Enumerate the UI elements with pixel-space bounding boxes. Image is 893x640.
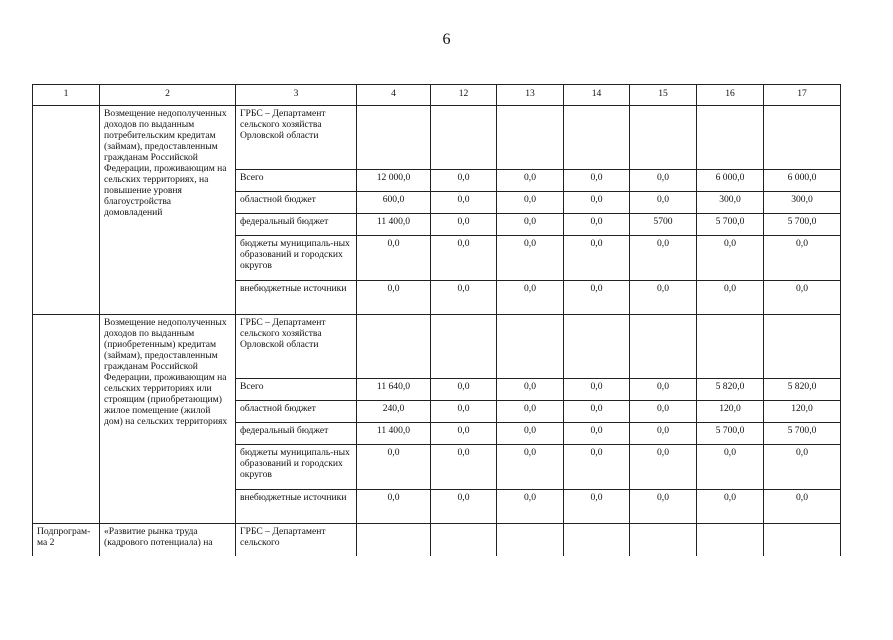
value-cell: 0,0 — [357, 236, 431, 281]
value-cell: 0,0 — [497, 192, 564, 214]
column-header: 16 — [697, 85, 764, 106]
value-cell: 0,0 — [697, 445, 764, 490]
empty-cell — [497, 106, 564, 170]
funding-label: Всего — [236, 379, 357, 401]
empty-cell — [357, 106, 431, 170]
value-cell: 0,0 — [630, 445, 697, 490]
value-cell: 5 700,0 — [697, 423, 764, 445]
value-cell: 0,0 — [497, 423, 564, 445]
value-cell: 0,0 — [431, 192, 497, 214]
empty-cell — [431, 315, 497, 379]
value-cell: 5 700,0 — [697, 214, 764, 236]
value-cell: 0,0 — [564, 445, 630, 490]
value-cell: 0,0 — [357, 490, 431, 524]
value-cell: 0,0 — [431, 214, 497, 236]
value-cell: 0,0 — [630, 236, 697, 281]
funding-label: внебюджетные источники — [236, 490, 357, 524]
value-cell: 0,0 — [630, 192, 697, 214]
column-header: 1 — [33, 85, 100, 106]
value-cell: 0,0 — [564, 192, 630, 214]
value-cell: 0,0 — [697, 236, 764, 281]
empty-cell — [630, 106, 697, 170]
empty-cell — [630, 524, 697, 557]
value-cell: 0,0 — [564, 236, 630, 281]
value-cell: 0,0 — [764, 445, 841, 490]
measure-description: Возмещение недополученных доходов по выданным потребительским кредитам (займам), предоставленным гражданам Российской Федерации, проживающим на сельских территориях, на повышение уровня благоустройства домовладений — [100, 106, 236, 315]
value-cell: 0,0 — [431, 170, 497, 192]
row-number-cell — [33, 106, 100, 315]
value-cell: 0,0 — [431, 281, 497, 315]
empty-cell — [357, 315, 431, 379]
funding-label: внебюджетные источники — [236, 281, 357, 315]
grbs-label: ГРБС – Департамент сельского — [236, 524, 357, 557]
column-header: 3 — [236, 85, 357, 106]
funding-label: областной бюджет — [236, 192, 357, 214]
measure-description: Возмещение недополученных доходов по выданным (приобретенным) кредитам (займам), предоставленным гражданам Российской Федерации, проживающим на сельских территориях или строящим (приобретающим) жилое помещение (жилой дом) на сельских территориях — [100, 315, 236, 524]
value-cell: 600,0 — [357, 192, 431, 214]
funding-label: федеральный бюджет — [236, 423, 357, 445]
column-header: 15 — [630, 85, 697, 106]
value-cell: 120,0 — [764, 401, 841, 423]
value-cell: 0,0 — [497, 281, 564, 315]
column-header: 12 — [431, 85, 497, 106]
column-header: 4 — [357, 85, 431, 106]
value-cell: 0,0 — [431, 445, 497, 490]
value-cell: 0,0 — [697, 281, 764, 315]
value-cell: 0,0 — [564, 214, 630, 236]
value-cell: 0,0 — [764, 236, 841, 281]
value-cell: 0,0 — [431, 401, 497, 423]
value-cell: 5 700,0 — [764, 423, 841, 445]
value-cell: 0,0 — [431, 423, 497, 445]
funding-label: областной бюджет — [236, 401, 357, 423]
value-cell: 0,0 — [497, 401, 564, 423]
row-number-cell — [33, 315, 100, 524]
value-cell: 300,0 — [697, 192, 764, 214]
column-header: 17 — [764, 85, 841, 106]
value-cell: 0,0 — [497, 170, 564, 192]
value-cell: 300,0 — [764, 192, 841, 214]
value-cell: 11 640,0 — [357, 379, 431, 401]
value-cell: 5 700,0 — [764, 214, 841, 236]
empty-cell — [764, 106, 841, 170]
column-header: 13 — [497, 85, 564, 106]
empty-cell — [431, 106, 497, 170]
empty-cell — [697, 315, 764, 379]
value-cell: 11 400,0 — [357, 214, 431, 236]
empty-cell — [630, 315, 697, 379]
value-cell: 12 000,0 — [357, 170, 431, 192]
value-cell: 0,0 — [497, 214, 564, 236]
page-number: 6 — [442, 31, 451, 48]
value-cell: 5700 — [630, 214, 697, 236]
empty-cell — [764, 315, 841, 379]
value-cell: 11 400,0 — [357, 423, 431, 445]
value-cell: 0,0 — [697, 490, 764, 524]
value-cell: 6 000,0 — [697, 170, 764, 192]
grbs-label: ГРБС – Департамент сельского хозяйства Орловской области — [236, 315, 357, 379]
funding-label: бюджеты муниципаль-ных образований и городских округов — [236, 236, 357, 281]
value-cell: 0,0 — [630, 423, 697, 445]
value-cell: 0,0 — [630, 401, 697, 423]
funding-label: бюджеты муниципаль-ных образований и городских округов — [236, 445, 357, 490]
value-cell: 0,0 — [564, 281, 630, 315]
funding-label: Всего — [236, 170, 357, 192]
subprogram-label: Подпрограм-ма 2 — [33, 524, 100, 557]
value-cell: 120,0 — [697, 401, 764, 423]
value-cell: 0,0 — [431, 379, 497, 401]
table-row — [33, 315, 841, 379]
value-cell: 0,0 — [497, 490, 564, 524]
empty-cell — [564, 315, 630, 379]
value-cell: 0,0 — [630, 281, 697, 315]
value-cell: 0,0 — [630, 490, 697, 524]
value-cell: 5 820,0 — [697, 379, 764, 401]
value-cell: 0,0 — [497, 445, 564, 490]
value-cell: 0,0 — [764, 490, 841, 524]
empty-cell — [431, 524, 497, 557]
column-header: 2 — [100, 85, 236, 106]
empty-cell — [497, 524, 564, 557]
value-cell: 0,0 — [630, 170, 697, 192]
empty-cell — [564, 106, 630, 170]
empty-cell — [357, 524, 431, 557]
value-cell: 0,0 — [564, 170, 630, 192]
column-header: 14 — [564, 85, 630, 106]
header-row — [33, 85, 841, 106]
value-cell: 0,0 — [431, 236, 497, 281]
value-cell: 0,0 — [630, 379, 697, 401]
empty-cell — [564, 524, 630, 557]
value-cell: 0,0 — [564, 423, 630, 445]
empty-cell — [764, 524, 841, 557]
value-cell: 0,0 — [564, 490, 630, 524]
value-cell: 0,0 — [497, 379, 564, 401]
grbs-label: ГРБС – Департамент сельского хозяйства Орловской области — [236, 106, 357, 170]
value-cell: 5 820,0 — [764, 379, 841, 401]
value-cell: 0,0 — [431, 490, 497, 524]
empty-cell — [697, 524, 764, 557]
value-cell: 0,0 — [764, 281, 841, 315]
budget-table — [32, 84, 841, 556]
value-cell: 0,0 — [357, 281, 431, 315]
value-cell: 0,0 — [497, 236, 564, 281]
value-cell: 0,0 — [357, 445, 431, 490]
empty-cell — [497, 315, 564, 379]
subprogram-description: «Развитие рынка труда (кадрового потенциала) на — [100, 524, 236, 557]
value-cell: 0,0 — [564, 401, 630, 423]
funding-label: федеральный бюджет — [236, 214, 357, 236]
table-row — [33, 106, 841, 170]
value-cell: 0,0 — [564, 379, 630, 401]
table-row — [33, 524, 841, 557]
value-cell: 6 000,0 — [764, 170, 841, 192]
value-cell: 240,0 — [357, 401, 431, 423]
empty-cell — [697, 106, 764, 170]
